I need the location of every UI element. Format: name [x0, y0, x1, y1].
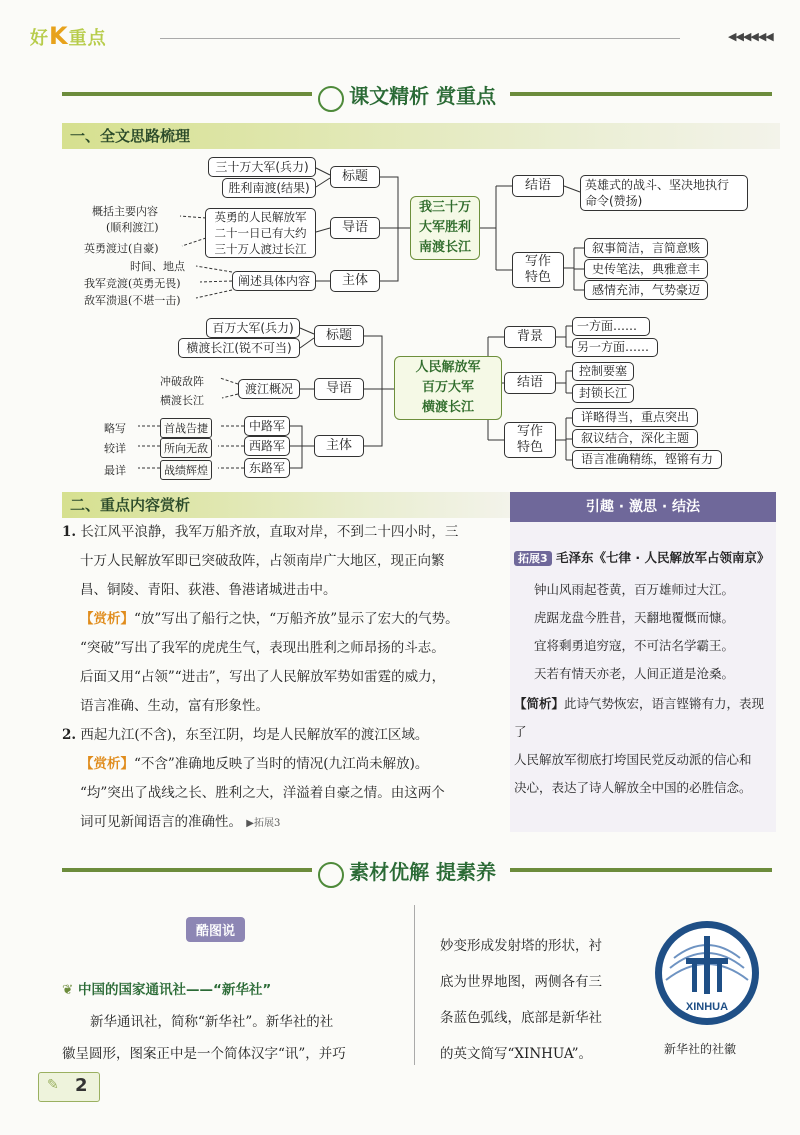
part2-item-1 [62, 518, 502, 838]
column-divider [414, 905, 415, 1065]
map2-note-cross: 横渡长江 [160, 394, 204, 407]
logo-k: K [49, 22, 69, 50]
material-right-line-4: 的英文简写“XINHUA”。 [440, 1046, 593, 1062]
item2-text: 西起九江(不含)，东至江阴，均是人民解放军的渡江区域。 [80, 727, 429, 743]
map2-bg-1: 一方面…… [572, 317, 650, 336]
analysis-text-3: 决心，表达了诗人解放全中国的必胜信念。 [514, 780, 752, 795]
item1-line-1 [62, 518, 502, 547]
part2-heading: 二、重点内容赏析 [62, 492, 510, 518]
map2-note-brief: 略写 [104, 422, 126, 435]
map2-conclusion-1: 控制要塞 [572, 362, 634, 381]
item2-line [62, 721, 502, 750]
map2-note-most: 最详 [104, 464, 126, 477]
map2-title-item-1: 百万大军(兵力) [206, 318, 300, 338]
map2-lead-item: 渡江概况 [238, 379, 300, 399]
map1-right-conclusion: 结语 [512, 175, 564, 197]
leaf-icon [318, 862, 344, 888]
map2-army-west: 西路军 [244, 436, 290, 456]
xinhua-emblem [652, 918, 762, 1028]
header-arrows: ◀◀◀◀◀◀ [728, 30, 773, 43]
map2-army-middle: 中路军 [244, 416, 290, 436]
analysis-text-2: 人民解放军彻底打垮国民党反动派的信心和 [514, 752, 752, 767]
poem-line-2: 虎踞龙盘今胜昔，天翻地覆慨而慷。 [534, 610, 735, 625]
material-right-text [440, 928, 640, 1072]
map1-note-proud: 英勇渡过(自豪) [84, 242, 159, 255]
emblem-caption: 新华社的社徽 [664, 1042, 737, 1056]
poem-title: 毛泽东《七律 · 人民解放军占领南京》 [556, 550, 770, 565]
material-title: 中国的国家通讯社——“新华社” [78, 982, 272, 998]
map1-note-time: 时间、地点 [130, 260, 185, 273]
map2-center: 人民解放军 百万大军 横渡长江 [394, 356, 502, 420]
map1-feature-2: 史传笔法，典雅意丰 [584, 259, 708, 279]
logo-suffix: 重点 [68, 28, 107, 49]
item1-analysis-2: “突破”写出了我军的虎虎生气，表现出胜利之师昂扬的斗志。 [80, 640, 445, 656]
map1-note-enemy: 敌军溃退(不堪一击) [84, 294, 181, 307]
item1-number: 1. [62, 524, 77, 540]
map2-army-desc-3: 战绩辉煌 [160, 460, 212, 480]
map1-mid-lead: 导语 [330, 217, 380, 239]
section2-bar-left [62, 868, 312, 872]
sidebar-header: 引趣 · 激思 · 结法 [510, 492, 776, 522]
map2-feature-2: 叙议结合，深化主题 [572, 429, 698, 448]
map2-note-detail: 较详 [104, 442, 126, 455]
map1-note-brave: 我军竞渡(英勇无畏) [84, 277, 181, 290]
maple-leaf-icon: ❦ [62, 982, 74, 998]
poem-line-3: 宜将剩勇追穷寇，不可沽名学霸王。 [534, 638, 735, 653]
emblem-text: XINHUA [685, 1001, 729, 1013]
section2-bar-right [510, 868, 772, 872]
map1-right-features: 写作 特色 [512, 252, 564, 288]
item1-analysis-3: 后面又用“占领”“进击”，写出了人民解放军势如雷霆的威力， [80, 669, 446, 685]
item2-analysis-1: “不含”准确地反映了当时的情况(九江尚未解放)。 [134, 756, 429, 772]
map2-army-east: 东路军 [244, 458, 290, 478]
map1-note-summary: 概括主要内容 [92, 205, 158, 218]
item1-analysis-first [62, 605, 502, 634]
map1-title-item-1: 三十万大军(兵力) [208, 157, 316, 177]
map2-mid-title: 标题 [314, 325, 364, 347]
map1-center: 我三十万 大军胜利 南渡长江 [410, 196, 480, 260]
item1-analysis-1: “放”写出了船行之快，“万船齐放”显示了宏大的气势。 [134, 611, 459, 627]
material-left-line-2: 徽呈圆形，图案正中是一个简体汉字“讯”，并巧 [62, 1046, 346, 1062]
item1-analysis-4: 语言准确、生动，富有形象性。 [80, 698, 269, 714]
material-right-line-1: 妙变形成发射塔的形状，衬 [440, 938, 602, 954]
item2-analysis-2: “均”突出了战线之长、胜利之大，洋溢着自豪之情。由这两个 [80, 785, 445, 801]
logo-prefix: 好 [30, 28, 49, 49]
map2-title-item-2: 横渡长江(锐不可当) [178, 338, 300, 358]
item1-text-3: 昌、铜陵、青阳、荻港、鲁港诸城进击中。 [80, 582, 337, 598]
map2-right-conclusion: 结语 [504, 372, 556, 394]
map1-lead-item: 英勇的人民解放军 二十一日已有大约 三十万人渡过长江 [205, 208, 316, 258]
material-left-line-1: 新华通讯社，简称“新华社”。新华社的社 [90, 1014, 334, 1030]
material-right-line-2: 底为世界地图，两侧各有三 [440, 974, 602, 990]
item2-analysis-tag: 【赏析】 [80, 756, 134, 772]
poem-line-1: 钟山风雨起苍黄，百万雄师过大江。 [534, 582, 735, 597]
map2-feature-1: 详略得当，重点突出 [572, 408, 698, 427]
item2-analysis-3: 词可见新闻语言的准确性。 [80, 814, 242, 830]
section2-heading [318, 856, 496, 888]
map2-mid-lead: 导语 [314, 378, 364, 400]
map1-mid-body: 主体 [330, 270, 380, 292]
map1-title-item-2: 胜利南渡(结果) [222, 178, 316, 198]
map2-right-background: 背景 [504, 326, 556, 348]
map2-conclusion-2: 封锁长江 [572, 384, 634, 403]
page-number-badge [38, 1072, 100, 1102]
poem-heading [514, 548, 769, 566]
extension-link[interactable]: ▶拓展3 [246, 818, 281, 829]
poem-line-4: 天若有情天亦老，人间正道是沧桑。 [534, 666, 735, 681]
map2-right-features: 写作 特色 [504, 422, 556, 458]
map1-feature-1: 叙事简洁，言简意赅 [584, 238, 708, 258]
item2-analysis-first [62, 750, 502, 779]
sidebar-panel [510, 492, 776, 832]
section1-title: 课文精析 赏重点 [349, 84, 497, 108]
item1-text-1: 长江风平浪静，我军万船齐放，直取对岸，不到二十四小时，三 [80, 524, 459, 540]
map2-feature-3: 语言准确精练，铿锵有力 [572, 450, 722, 469]
extension-tag: 拓展3 [514, 551, 552, 566]
item1-analysis-tag: 【赏析】 [80, 611, 134, 627]
map2-bg-2: 另一方面…… [572, 338, 658, 357]
item1-text-2: 十万人民解放军即已突破敌阵，占领南岸广大地区，现正向繁 [80, 553, 445, 569]
map1-conclusion-item: 英雄式的战斗、坚决地执行 命令(赞扬) [580, 175, 748, 211]
analysis-text-1: 此诗气势恢宏，语言铿锵有力，表现了 [514, 696, 765, 739]
material-title-row [62, 978, 271, 998]
map2-mid-body: 主体 [314, 435, 364, 457]
feather-icon: ✎ [47, 1077, 59, 1093]
section2-title: 素材优解 提素养 [349, 860, 497, 884]
map2-army-desc-1: 首战告捷 [160, 418, 212, 438]
map1-mid-title: 标题 [330, 166, 380, 188]
part1-heading: 一、全文思路梳理 [62, 123, 780, 149]
page-number: 2 [75, 1075, 88, 1096]
poem-body [534, 576, 734, 688]
poem-analysis [514, 690, 772, 802]
item2-number: 2. [62, 727, 77, 743]
analysis-tag: 【简析】 [514, 696, 565, 711]
map2-army-desc-2: 所向无敌 [160, 438, 212, 458]
analysis-line-1 [514, 690, 772, 746]
map2-note-break: 冲破敌阵 [160, 375, 204, 388]
map1-body-item: 阐述具体内容 [232, 271, 316, 291]
item2-analysis-last [62, 808, 502, 838]
material-left-text [62, 1006, 407, 1070]
image-talk-badge: 酷图说 [186, 917, 245, 942]
material-right-line-3: 条蓝色弧线，底部是新华社 [440, 1010, 602, 1026]
map1-feature-3: 感情充沛，气势豪迈 [584, 280, 708, 300]
map1-note-crossing: (顺利渡江) [106, 221, 159, 234]
